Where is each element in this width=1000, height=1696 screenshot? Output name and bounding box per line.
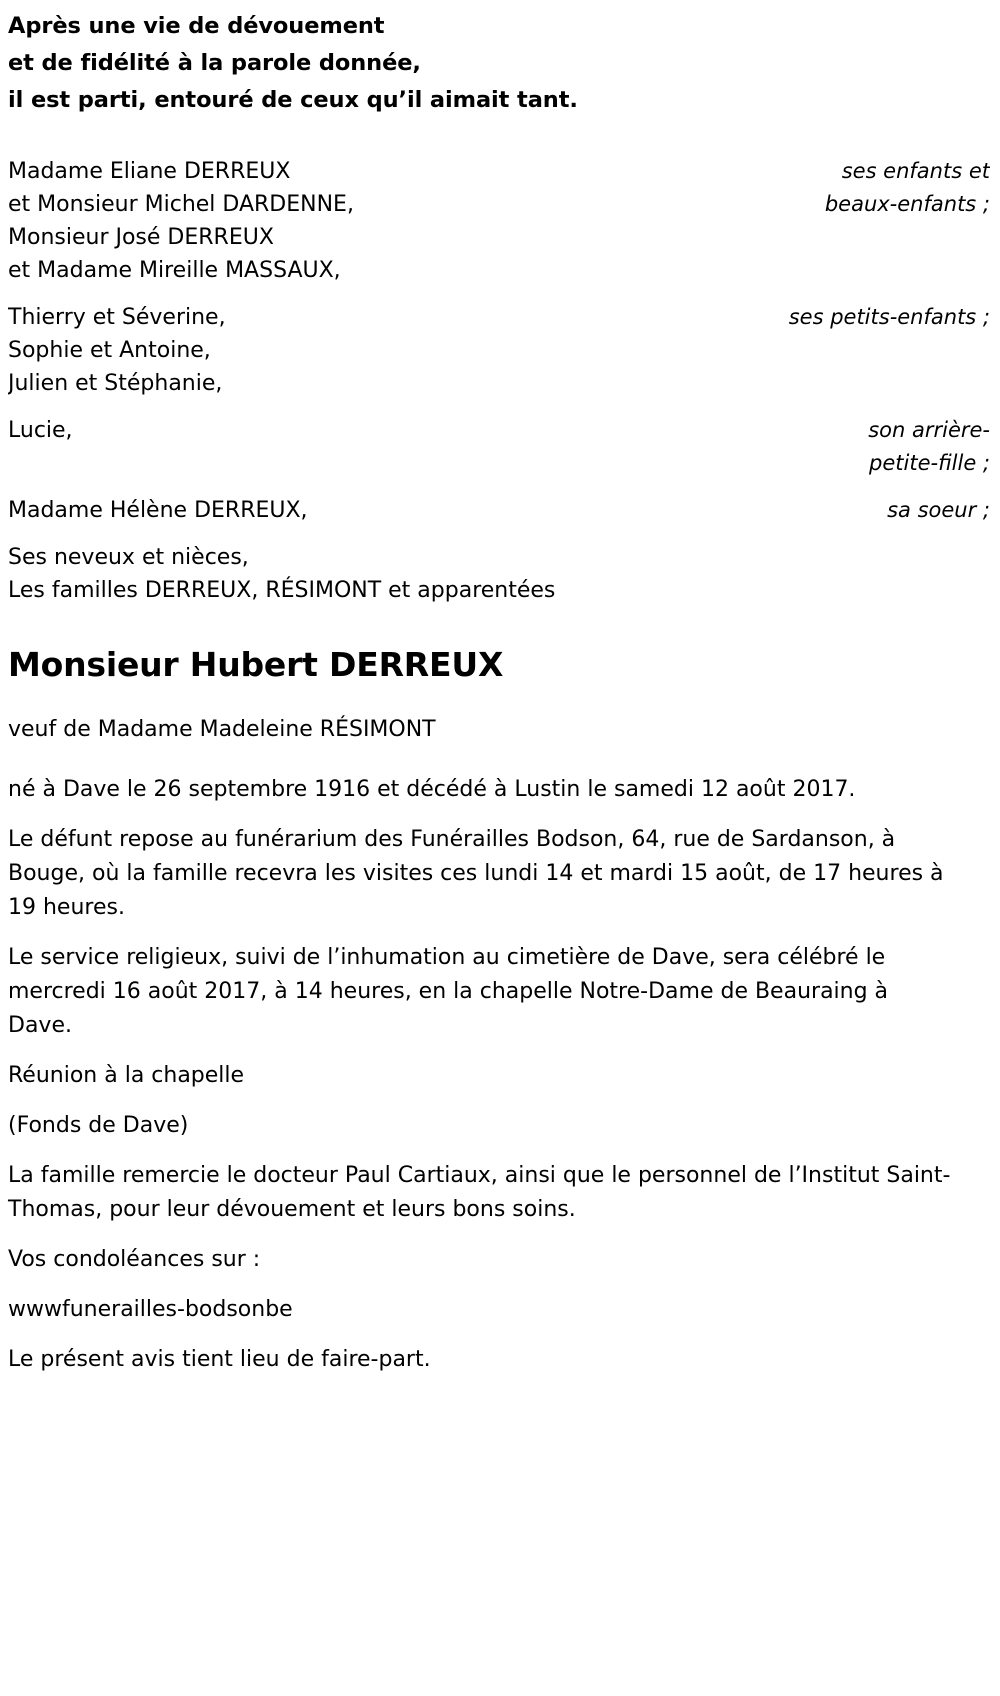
relation-names-great-granddaughter — [8, 414, 73, 447]
relation-label-line: petite-fille ; — [869, 451, 990, 475]
spacer — [8, 527, 990, 541]
family-name-line: Thierry et Séverine, — [8, 305, 226, 330]
family-name-line: Lucie, — [8, 418, 73, 443]
family-name-line: Les familles DERREUX, RÉSIMONT et apparentées — [8, 578, 556, 603]
spouse-line: veuf de Madame Madeleine RÉSIMONT — [8, 717, 436, 742]
relation-block-sister — [8, 494, 990, 527]
family-name-line: Sophie et Antoine, — [8, 338, 211, 363]
relation-label-line: ses enfants et — [841, 159, 990, 183]
details-block — [8, 773, 990, 1377]
family-name-line: et Monsieur Michel DARDENNE, — [8, 192, 354, 217]
opening-verse — [8, 0, 990, 119]
relation-names-sister — [8, 494, 308, 527]
spacer — [8, 747, 990, 773]
spacer — [8, 119, 990, 155]
relation-label-line: beaux-enfants ; — [824, 192, 990, 216]
family-name-line: Julien et Stéphanie, — [8, 371, 223, 396]
relation-names-grandchildren — [8, 301, 226, 400]
deceased-name: Monsieur Hubert DERREUX — [8, 645, 504, 684]
family-name-line: Madame Hélène DERREUX, — [8, 498, 308, 523]
verse-line-1: Après une vie de dévouement — [8, 13, 385, 39]
family-name-line: Ses neveux et nièces, — [8, 545, 249, 570]
spacer — [8, 400, 990, 414]
relation-label-sister — [887, 494, 990, 527]
family-name-line: Madame Eliane DERREUX — [8, 159, 291, 184]
relation-block-great-granddaughter — [8, 414, 990, 480]
relation-label-great-granddaughter — [868, 414, 990, 480]
faire-part-note: Le présent avis tient lieu de faire-part. — [8, 1347, 431, 1372]
detail-paragraph: né à Dave le 26 septembre 1916 et décédé à Lustin le samedi 12 août 2017. — [8, 777, 856, 802]
spacer — [8, 480, 990, 494]
relation-label-line: sa soeur ; — [887, 498, 990, 522]
relation-label-line: ses petits-enfants ; — [788, 305, 990, 329]
spacer — [8, 607, 990, 643]
detail-paragraph: Le service religieux, suivi de l’inhumation au cimetière de Dave, sera célébré le mercredi 16 août 2017, à 14 heures, en la chapelle Notre-Dame de Beauraing à Dave. — [8, 945, 889, 1038]
spacer — [8, 687, 990, 713]
family-name-line: Monsieur José DERREUX — [8, 225, 274, 250]
detail-paragraph: Réunion à la chapelle — [8, 1063, 245, 1088]
condolences-label: Vos condoléances sur : — [8, 1247, 261, 1272]
detail-paragraph: (Fonds de Dave) — [8, 1113, 189, 1138]
detail-paragraph: La famille remercie le docteur Paul Cartiaux, ainsi que le personnel de l’Institut Saint-Thomas, pour leur dévouement et leurs bons soins. — [8, 1163, 951, 1222]
verse-line-2: et de fidélité à la parole donnée, — [8, 50, 421, 76]
family-name-line: et Madame Mireille MASSAUX, — [8, 258, 341, 283]
relation-block-grandchildren — [8, 301, 990, 400]
relation-label-line: son arrière- — [868, 418, 990, 442]
verse-line-3: il est parti, entouré de ceux qu’il aimait tant. — [8, 87, 578, 113]
other-family-block — [8, 541, 990, 607]
relation-label-children — [825, 155, 990, 221]
spacer — [8, 287, 990, 301]
condolences-website[interactable]: wwwfunerailles-bodsonbe — [8, 1297, 293, 1322]
detail-paragraph: Le défunt repose au funérarium des Funérailles Bodson, 64, rue de Sardanson, à Bouge, où la famille recevra les visites ces lundi 14 et mardi 15 août, de 17 heures à 19 heures. — [8, 827, 944, 920]
relation-label-grandchildren — [789, 301, 990, 334]
relation-block-children — [8, 155, 990, 287]
relation-names-children — [8, 155, 354, 287]
